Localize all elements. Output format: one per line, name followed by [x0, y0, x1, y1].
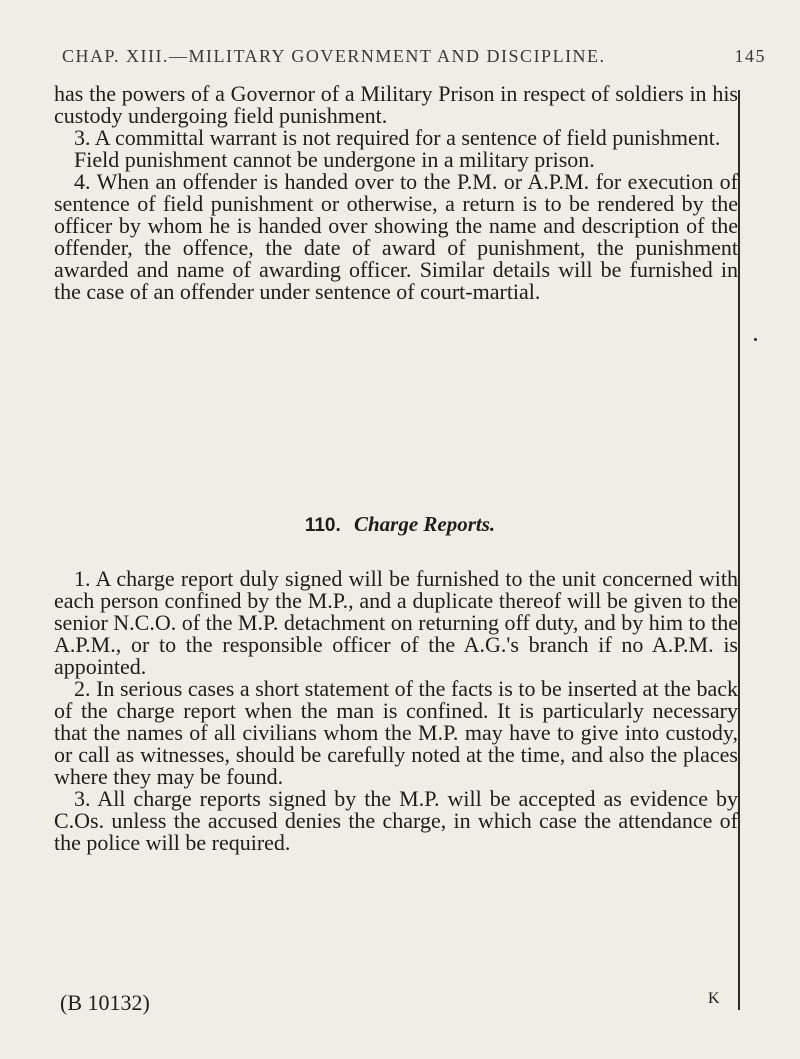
- paragraph: has the powers of a Governor of a Military Prison in respect of soldiers in his custody undergoing field punishment.: [54, 81, 738, 128]
- ink-speck: [754, 338, 757, 341]
- signature-mark: K: [708, 990, 720, 1007]
- margin-rule: [738, 90, 740, 1010]
- body-text-bottom: [54, 568, 738, 854]
- chapter-title: CHAP. XIII.—MILITARY GOVERNMENT AND DISCIPLINE.: [62, 46, 606, 66]
- print-reference: (B 10132): [60, 990, 150, 1015]
- page-number: 145: [734, 46, 766, 66]
- paragraph: Field punishment cannot be undergone in a military prison.: [74, 147, 595, 172]
- paragraph: 3. All charge reports signed by the M.P. will be accepted as evidence by C.Os. unless the accused denies the charge, in which case the attendance of the police will be required.: [54, 786, 738, 855]
- paragraph: 2. In serious cases a short statement of the facts is to be inserted at the back of the charge report when the man is confined. It is particularly necessary that the names of all civilians whom the M.P. may have to give into custody, or call as witnesses, should be carefully noted at the time, and also the places where they may be found.: [54, 676, 738, 789]
- paragraph: 4. When an offender is handed over to the P.M. or A.P.M. for execution of sentence of field punishment or otherwise, a return is to be rendered by the officer by whom he is handed over showing the name and description of the offender, the offence, the date of award of punishment, the punishment awarded and name of awarding officer. Similar details will be furnished in the case of an offender under sentence of court-martial.: [54, 169, 738, 304]
- section-title: Charge Reports.: [354, 512, 496, 536]
- section-number: 110.: [304, 515, 341, 536]
- paragraph: 1. A charge report duly signed will be furnished to the unit concerned with each person confined by the M.P., and a duplicate thereof will be given to the senior N.C.O. of the M.P. detachment on returning off duty, and by him to the A.P.M., or to the responsible officer of the A.G.'s branch if no A.P.M. is appointed.: [54, 566, 738, 679]
- body-text-top: [54, 83, 738, 303]
- section-heading: [0, 512, 800, 537]
- paragraph: 3. A committal warrant is not required for a sentence of field punishment.: [74, 125, 721, 150]
